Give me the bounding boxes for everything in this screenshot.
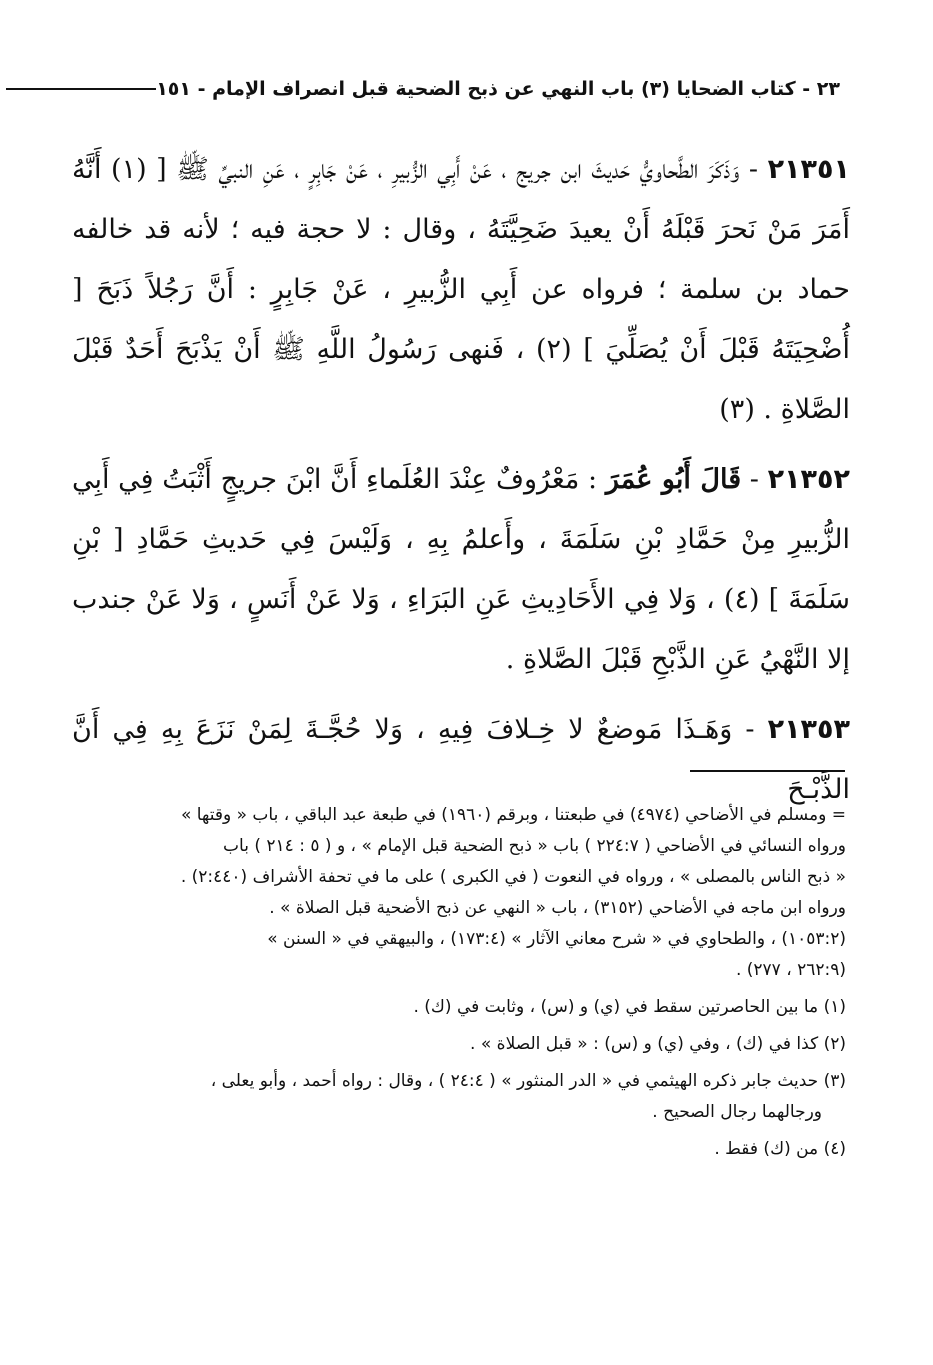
footnote-label: (١) (823, 997, 846, 1017)
footnote-text-continued: ورجالهما رجال الصحيح . (652, 1102, 822, 1122)
paragraph-number: ٢١٣٥٣ (767, 714, 850, 745)
footnote-2 (78, 1029, 846, 1060)
running-header (70, 78, 840, 100)
footnote-1 (78, 992, 846, 1023)
footnote-3 (78, 1066, 846, 1128)
footnote-line: = ومسلم في الأضاحي (٤٩٧٤) في طبعتنا ، وبرقم (١٩٦٠) في طبعة عبد الباقي ، باب « وقتها » (180, 805, 846, 825)
dash: - (739, 154, 759, 185)
footnote-line: (١٠٥٣:٢) ، والطحاوي في « شرح معاني الآثار » (١٧٣:٤) ، والبيهقي في « السنن » (267, 929, 846, 949)
footnote-label: (٣) (823, 1071, 846, 1091)
main-text (72, 140, 850, 830)
paragraph-number: ٢١٣٥٢ (767, 464, 850, 495)
footnote-line: ورواه النسائي في الأضاحي ( ٢٢٤:٧ ) باب « ذبح الضحية قبل الإمام » ، و ( ٥ : ٢١٤ ) باب (223, 836, 846, 856)
paragraph-body: : مَعْرُوفٌ عِنْدَ العُلَماءِ أَنَّ ابْنَ جريجٍ أَثْبَتُ فِي أَبِي الزُّبيرِ مِنْ حَمَّادِ بْنِ سَلَمَةَ ، وأَعلمُ بِهِ ، وَلَيْسَ فِي حَديثِ حَمَّادِ [ بْنِ سَلَمَةَ ] (٤) ، وَلا فِي الأَحَادِيثِ عَنِ البَرَاءِ ، وَلا عَنْ أَنَسٍ ، وَلا عَنْ جندب إلا النَّهْيُ عَنِ الذَّبْحِ قَبْلَ الصَّلاةِ . (72, 464, 850, 675)
paragraph-body: وَهَـذَا مَوضعٌ لا خِـلافَ فِيهِ ، وَلا حُجَّـةَ لِمَنْ نَزَعَ بِهِ فِي أَنَّ الذَّبْـحَ (72, 714, 850, 805)
footnote-label: (٤) (823, 1139, 846, 1159)
footnote-line: ورواه ابن ماجه في الأضاحي (٣١٥٢) ، باب « النهي عن ذبح الأضحية قبل الصلاة » . (269, 898, 846, 918)
footnote-4 (78, 1134, 846, 1165)
footnote-text: من (ك) فقط . (714, 1139, 819, 1159)
paragraph-lead: قَالَ أَبُو عُمَرَ (605, 464, 742, 495)
dash: - (741, 464, 759, 495)
paragraph-21351 (72, 140, 850, 440)
footnote-text: ما بين الحاصرتين سقط في (ي) و (س) ، وثابت في (ك) . (413, 997, 819, 1017)
paragraph-number: ٢١٣٥١ (767, 154, 850, 185)
header-rule (6, 88, 156, 90)
paragraph-21352 (72, 450, 850, 690)
footnote-label: (٢) (823, 1034, 846, 1054)
footnotes (78, 800, 846, 1171)
running-title: ٢٣ - كتاب الضحايا (٣) باب النهي عن ذبح الضحية قبل انصراف الإمام - ١٥١ (156, 78, 840, 100)
footnote-text: حديث جابر ذكره الهيثمي في « الدر المنثور » ( ٢٤:٤ ) ، وقال : رواه أحمد ، وأبو يعلى ، (210, 1071, 819, 1091)
paragraph-body: وَذَكَرَ الطَّحاويُّ حَديثَ ابن جريج ، عَنْ أَبِي الزُّبيرِ ، عَنْ جَابِرٍ ، عَنِ النبيِّ ﷺ [ (١) أَنَّهُ أَمَرَ مَنْ نَحرَ قَبْلَهُ أَنْ يعيدَ ضَحِيَّتَهُ ، وقال : لا حجة فيه ؛ لأنه قد خالفه حماد بن سلمة ؛ فرواه عن أَبِي الزُّبيرِ ، عَنْ جَابِرٍ : أَنَّ رَجُلاً ذَبَحَ [ أُضْحِيَتَهُ قَبْلَ أَنْ يُصَلِّيَ ] (٢) ، فَنهى رَسُولُ اللَّهِ ﷺ أَنْ يَذْبَحَ أَحَدٌ قَبْلَ الصَّلاةِ . (٣) (72, 154, 851, 425)
dash: - (732, 714, 755, 745)
footnote-separator (690, 770, 845, 772)
footnote-line: (٢٦٢:٩ ، ٢٧٧) . (735, 960, 846, 980)
footnote-line: « ذبح الناس بالمصلى » ، ورواه في النعوت ( في الكبرى ) على ما في تحفة الأشراف (٢:٤٤٠) . (180, 867, 846, 887)
footnote-continuation (78, 800, 846, 986)
footnote-text: كذا في (ك) ، وفي (ي) و (س) : « قبل الصلاة » . (470, 1034, 819, 1054)
